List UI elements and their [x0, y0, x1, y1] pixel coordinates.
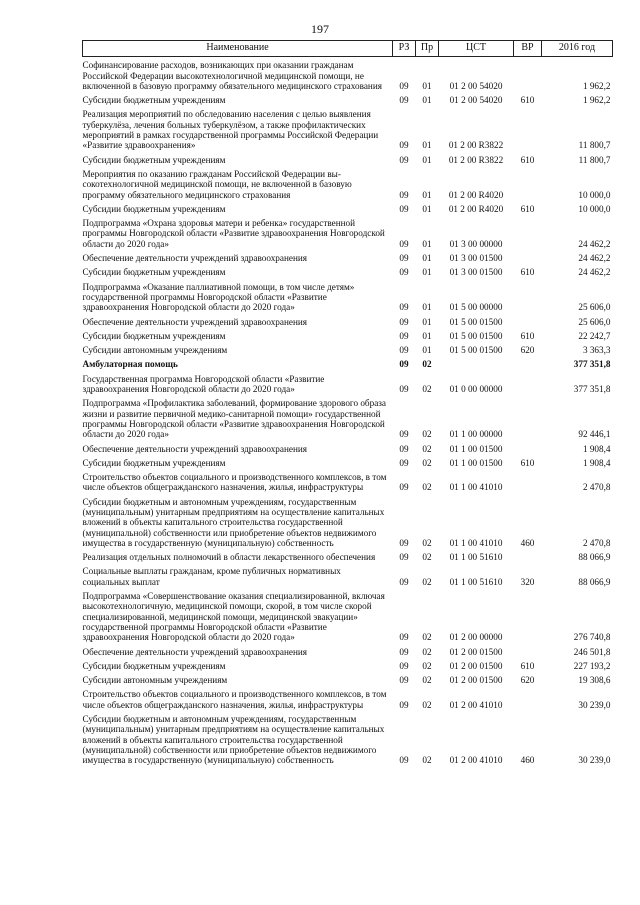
cell-cst: 01 2 00 R3822 — [448, 140, 504, 151]
cell-vr: 620 — [520, 675, 535, 686]
cell-cst: 01 3 00 01500 — [449, 267, 503, 278]
cell-name: Субсидии бюджетным учреждениям — [82, 95, 226, 106]
cell-pr: 01 — [422, 302, 432, 313]
cell-rz: 09 — [399, 429, 409, 440]
cell-pr: 02 — [422, 552, 432, 563]
cell-vr — [514, 549, 542, 563]
table-row — [83, 395, 613, 440]
cell-sum: 1 908,4 — [582, 443, 611, 454]
cell-name: Субсидии автономным учреждениям — [82, 675, 228, 686]
cell-vr — [514, 644, 542, 658]
cell-vr — [514, 371, 542, 396]
cell-vr — [514, 57, 542, 92]
cell-name: Субсидии бюджетным учреждениям — [82, 457, 226, 468]
cell-rz: 09 — [399, 457, 409, 468]
cell-pr: 01 — [422, 203, 432, 214]
cell-pr: 02 — [422, 576, 432, 587]
cell-sum: 10 000,0 — [578, 189, 611, 200]
cell-cst: 01 2 00 41010 — [449, 755, 503, 766]
table-row — [83, 588, 613, 643]
cell-rz: 09 — [399, 482, 409, 493]
cell-cst: 01 2 00 54020 — [449, 95, 503, 106]
cell-rz: 09 — [399, 755, 409, 766]
cell-cst: 01 1 00 41010 — [449, 537, 503, 548]
cell-sum: 2 470,8 — [582, 537, 611, 548]
table-row — [83, 644, 613, 658]
cell-cst: 01 0 00 00000 — [449, 384, 503, 395]
cell-rz: 09 — [399, 154, 409, 165]
cell-pr: 02 — [422, 632, 432, 643]
table-header — [83, 41, 613, 57]
cell-vr — [514, 106, 542, 151]
cell-sum: 10 000,0 — [578, 203, 611, 214]
cell-cst: 01 2 00 01500 — [449, 646, 503, 657]
table-row — [83, 215, 613, 250]
cell-pr: 01 — [422, 253, 432, 264]
cell-name: Амбулаторная помощь — [82, 359, 178, 370]
table-row — [83, 356, 613, 370]
cell-rz: 09 — [399, 384, 409, 395]
table-row — [83, 92, 613, 106]
cell-cst: 01 2 00 41010 — [449, 699, 503, 710]
page-number: 197 — [311, 22, 329, 36]
cell-vr: 610 — [520, 203, 535, 214]
table-body — [83, 57, 613, 767]
cell-rz: 09 — [399, 345, 409, 356]
cell-vr — [514, 166, 542, 201]
header-vr: ВР — [514, 41, 542, 57]
cell-cst: 01 2 00 54020 — [449, 80, 503, 91]
cell-vr — [514, 588, 542, 643]
cell-cst: 01 2 00 01500 — [449, 675, 503, 686]
cell-name: Субсидии бюджетным учреждениям — [82, 660, 226, 671]
cell-pr: 01 — [422, 330, 432, 341]
cell-name: Реализация мероприятий по обследованию населения с целью выявления туберкулёза, лечения больных туберкулёзом, а также профилактических мероприятий в рамках государственной программы Российской Федерации «Развитие здравоохранения» — [82, 109, 379, 151]
cell-cst: 01 2 00 R4020 — [448, 203, 504, 214]
cell-vr: 460 — [520, 755, 535, 766]
cell-rz: 09 — [399, 253, 409, 264]
table-row — [83, 549, 613, 563]
cell-pr: 02 — [422, 660, 432, 671]
cell-sum: 92 446,1 — [578, 429, 611, 440]
cell-vr: 610 — [520, 330, 535, 341]
table-row — [83, 106, 613, 151]
cell-vr — [514, 356, 542, 370]
cell-vr: 610 — [520, 267, 535, 278]
cell-name: Субсидии бюджетным и автономным учреждениям, государственным (муниципальным) унитарным предприятиям на осуществление капитальных вложений в объекты капитального строительства государственной (муниципальной) собственности или приобретение объектов недвижимого имущества в государственную (муниципальную) собственность — [82, 714, 385, 766]
table-row — [83, 279, 613, 314]
cell-rz: 09 — [399, 302, 409, 313]
cell-name: Субсидии бюджетным учреждениям — [82, 154, 226, 165]
table-row — [83, 342, 613, 356]
cell-pr: 02 — [422, 384, 432, 395]
table-row — [83, 686, 613, 711]
cell-pr: 01 — [422, 80, 432, 91]
cell-pr: 01 — [422, 345, 432, 356]
cell-rz: 09 — [399, 316, 409, 327]
cell-vr — [514, 469, 542, 494]
table-row — [83, 711, 613, 766]
table-row — [83, 201, 613, 215]
cell-pr: 02 — [422, 646, 432, 657]
cell-rz: 09 — [399, 632, 409, 643]
cell-pr: 01 — [422, 189, 432, 200]
header-cst: ЦСТ — [439, 41, 514, 57]
cell-vr: 320 — [520, 576, 535, 587]
table-row — [83, 371, 613, 396]
header-pr: Пр — [416, 41, 439, 57]
cell-vr — [514, 215, 542, 250]
cell-sum: 30 239,0 — [578, 755, 611, 766]
cell-rz: 09 — [399, 238, 409, 249]
cell-rz: 09 — [399, 140, 409, 151]
cell-sum: 1 962,2 — [582, 95, 611, 106]
cell-vr: 610 — [520, 457, 535, 468]
cell-vr: 620 — [520, 345, 535, 356]
cell-cst: 01 2 00 01500 — [449, 660, 503, 671]
cell-sum: 377 351,8 — [573, 384, 611, 395]
cell-pr: 02 — [422, 699, 432, 710]
cell-sum: 88 066,9 — [578, 576, 611, 587]
cell-name: Подпрограмма «Охрана здоровья матери и ребенка» государственной программы Новгородской области «Развитие здравоохранения Новгородской области до 2020 года» — [82, 218, 385, 249]
table-row — [83, 264, 613, 278]
cell-name: Обеспечение деятельности учреждений здравоохранения — [82, 443, 308, 454]
cell-rz: 09 — [399, 699, 409, 710]
cell-pr: 02 — [422, 359, 432, 370]
cell-cst: 01 5 00 01500 — [449, 345, 503, 356]
cell-name: Мероприятия по оказанию гражданам Российской Федерации высокотехнологичной медицинской помощи, не включенной в базовую программу обязательного медицинского страхования — [82, 168, 352, 200]
cell-sum: 30 239,0 — [578, 699, 611, 710]
cell-pr: 02 — [422, 429, 432, 440]
table-row — [83, 328, 613, 342]
cell-pr: 01 — [422, 95, 432, 106]
cell-pr: 02 — [422, 457, 432, 468]
cell-vr: 610 — [520, 95, 535, 106]
cell-pr: 01 — [422, 316, 432, 327]
cell-rz: 09 — [399, 576, 409, 587]
cell-name: Социальные выплаты гражданам, кроме публичных нормативных социальных выплат — [82, 566, 341, 587]
cell-sum: 24 462,2 — [578, 267, 611, 278]
cell-pr: 02 — [422, 482, 432, 493]
cell-cst — [439, 356, 514, 370]
cell-rz: 09 — [399, 80, 409, 91]
cell-pr: 01 — [422, 267, 432, 278]
table-row — [83, 314, 613, 328]
cell-rz: 09 — [399, 189, 409, 200]
table-row — [83, 152, 613, 166]
cell-sum: 1 962,2 — [582, 80, 611, 91]
table-row — [83, 494, 613, 549]
cell-name: Субсидии бюджетным учреждениям — [82, 267, 226, 278]
table-row — [83, 250, 613, 264]
cell-rz: 09 — [399, 443, 409, 454]
table-row — [83, 672, 613, 686]
header-rz: РЗ — [393, 41, 416, 57]
cell-name: Субсидии автономным учреждениям — [82, 345, 228, 356]
cell-cst: 01 1 00 00000 — [449, 429, 503, 440]
cell-sum: 25 606,0 — [578, 316, 611, 327]
cell-rz: 09 — [399, 95, 409, 106]
cell-sum: 25 606,0 — [578, 302, 611, 313]
cell-rz: 09 — [399, 646, 409, 657]
cell-sum: 377 351,8 — [573, 359, 611, 370]
cell-rz: 09 — [399, 675, 409, 686]
cell-cst: 01 1 00 01500 — [449, 443, 503, 454]
table-row — [83, 166, 613, 201]
cell-cst: 01 3 00 01500 — [449, 253, 503, 264]
table-row — [83, 469, 613, 494]
cell-name: Государственная программа Новгородской области «Развитие здравоохранения Новгородской области до 2020 года» — [82, 373, 325, 395]
table-row — [83, 658, 613, 672]
cell-name: Софинансирование расходов, возникающих при оказании гражданам Российской Федерации высокотехнологичной медицинской помощи, не включенной в базовую программу обязательного медицинского страхования — [82, 60, 382, 91]
cell-sum: 24 462,2 — [578, 238, 611, 249]
cell-name: Подпрограмма «Профилактика заболеваний, формирование здорового образа жизни и развитие первичной медико-санитарной помощи» государственной программы Новгородской области «Развитие здравоохранения Новгородской области до 2020 года» — [82, 398, 386, 440]
cell-sum: 11 800,7 — [578, 154, 611, 165]
cell-name: Обеспечение деятельности учреждений здравоохранения — [82, 646, 308, 657]
table-row — [83, 57, 613, 92]
cell-sum: 88 066,9 — [578, 552, 611, 563]
cell-cst: 01 1 00 51610 — [449, 552, 503, 563]
cell-name: Реализация отдельных полномочий в области лекарственного обеспечения — [82, 552, 376, 563]
cell-pr: 02 — [422, 537, 432, 548]
cell-rz: 09 — [399, 330, 409, 341]
header-sum: 2016 год — [542, 41, 613, 57]
header-name: Наименование — [83, 41, 393, 57]
cell-name: Подпрограмма «Оказание паллиативной помощи, в том числе детям» государственной программы Новгородской области «Развитие здравоохранения Новгородской области до 2020 года» — [82, 281, 355, 313]
cell-name: Субсидии бюджетным и автономным учреждениям, государственным (муниципальным) унитарным предприятиям на осуществление капитальных вложений в объекты капитального строительства государственной (муниципальной) собственности или приобретение объектов недвижимого имущества в государственную (муниципальную) собственность — [82, 496, 385, 548]
cell-pr: 02 — [422, 675, 432, 686]
cell-cst: 01 1 00 51610 — [449, 576, 503, 587]
cell-cst: 01 2 00 00000 — [449, 632, 503, 643]
cell-cst: 01 5 00 01500 — [449, 316, 503, 327]
cell-vr — [514, 686, 542, 711]
budget-table — [82, 40, 613, 767]
cell-vr: 610 — [520, 154, 535, 165]
cell-rz: 09 — [399, 537, 409, 548]
cell-vr — [514, 395, 542, 440]
cell-name: Обеспечение деятельности учреждений здравоохранения — [82, 316, 308, 327]
cell-pr: 01 — [422, 154, 432, 165]
cell-sum: 3 363,3 — [582, 345, 611, 356]
table-row — [83, 455, 613, 469]
cell-rz: 09 — [399, 660, 409, 671]
cell-rz: 09 — [399, 203, 409, 214]
cell-name: Подпрограмма «Совершенствование оказания специализированной, включая высокотехнологичную, медицинской помощи, скорой, в том числе скорой специализированной, медицинской помощи, медицинской эвакуации» государственной программы Новгородской области «Развитие здравоохранения Новгородской области до 2020 года» — [82, 591, 385, 643]
cell-pr: 02 — [422, 755, 432, 766]
cell-cst: 01 3 00 00000 — [449, 238, 503, 249]
table-row — [83, 563, 613, 588]
cell-sum: 227 193,2 — [573, 660, 611, 671]
cell-name: Субсидии бюджетным учреждениям — [82, 330, 226, 341]
cell-sum: 19 308,6 — [578, 675, 611, 686]
cell-sum: 24 462,2 — [578, 253, 611, 264]
cell-pr: 01 — [422, 140, 432, 151]
cell-vr — [514, 441, 542, 455]
cell-name: Строительство объектов социального и производственного комплексов, в том числе объектов общегражданского назначения, жилья, инфраструктуры — [82, 689, 387, 710]
cell-pr: 01 — [422, 238, 432, 249]
cell-rz: 09 — [399, 267, 409, 278]
cell-cst: 01 2 00 R4020 — [448, 189, 504, 200]
cell-vr: 610 — [520, 660, 535, 671]
cell-pr: 02 — [422, 443, 432, 454]
cell-rz: 09 — [399, 552, 409, 563]
cell-vr: 460 — [520, 537, 535, 548]
cell-cst: 01 1 00 41010 — [449, 482, 503, 493]
cell-cst: 01 5 00 00000 — [449, 302, 503, 313]
cell-vr — [514, 314, 542, 328]
cell-sum: 11 800,7 — [578, 140, 611, 151]
cell-name: Строительство объектов социального и производственного комплексов, в том числе объектов общегражданского назначения, жилья, инфраструктуры — [82, 472, 387, 493]
table-row — [83, 441, 613, 455]
cell-sum: 1 908,4 — [582, 457, 611, 468]
cell-rz: 09 — [399, 359, 409, 370]
cell-sum: 276 740,8 — [573, 632, 611, 643]
cell-name: Субсидии бюджетным учреждениям — [82, 203, 226, 214]
cell-name: Обеспечение деятельности учреждений здравоохранения — [82, 253, 308, 264]
cell-vr — [514, 279, 542, 314]
cell-sum: 2 470,8 — [582, 482, 611, 493]
cell-cst: 01 1 00 01500 — [449, 457, 503, 468]
cell-sum: 246 501,8 — [573, 646, 611, 657]
cell-sum: 22 242,7 — [578, 330, 611, 341]
cell-vr — [514, 250, 542, 264]
cell-cst: 01 2 00 R3822 — [448, 154, 504, 165]
cell-cst: 01 5 00 01500 — [449, 330, 503, 341]
